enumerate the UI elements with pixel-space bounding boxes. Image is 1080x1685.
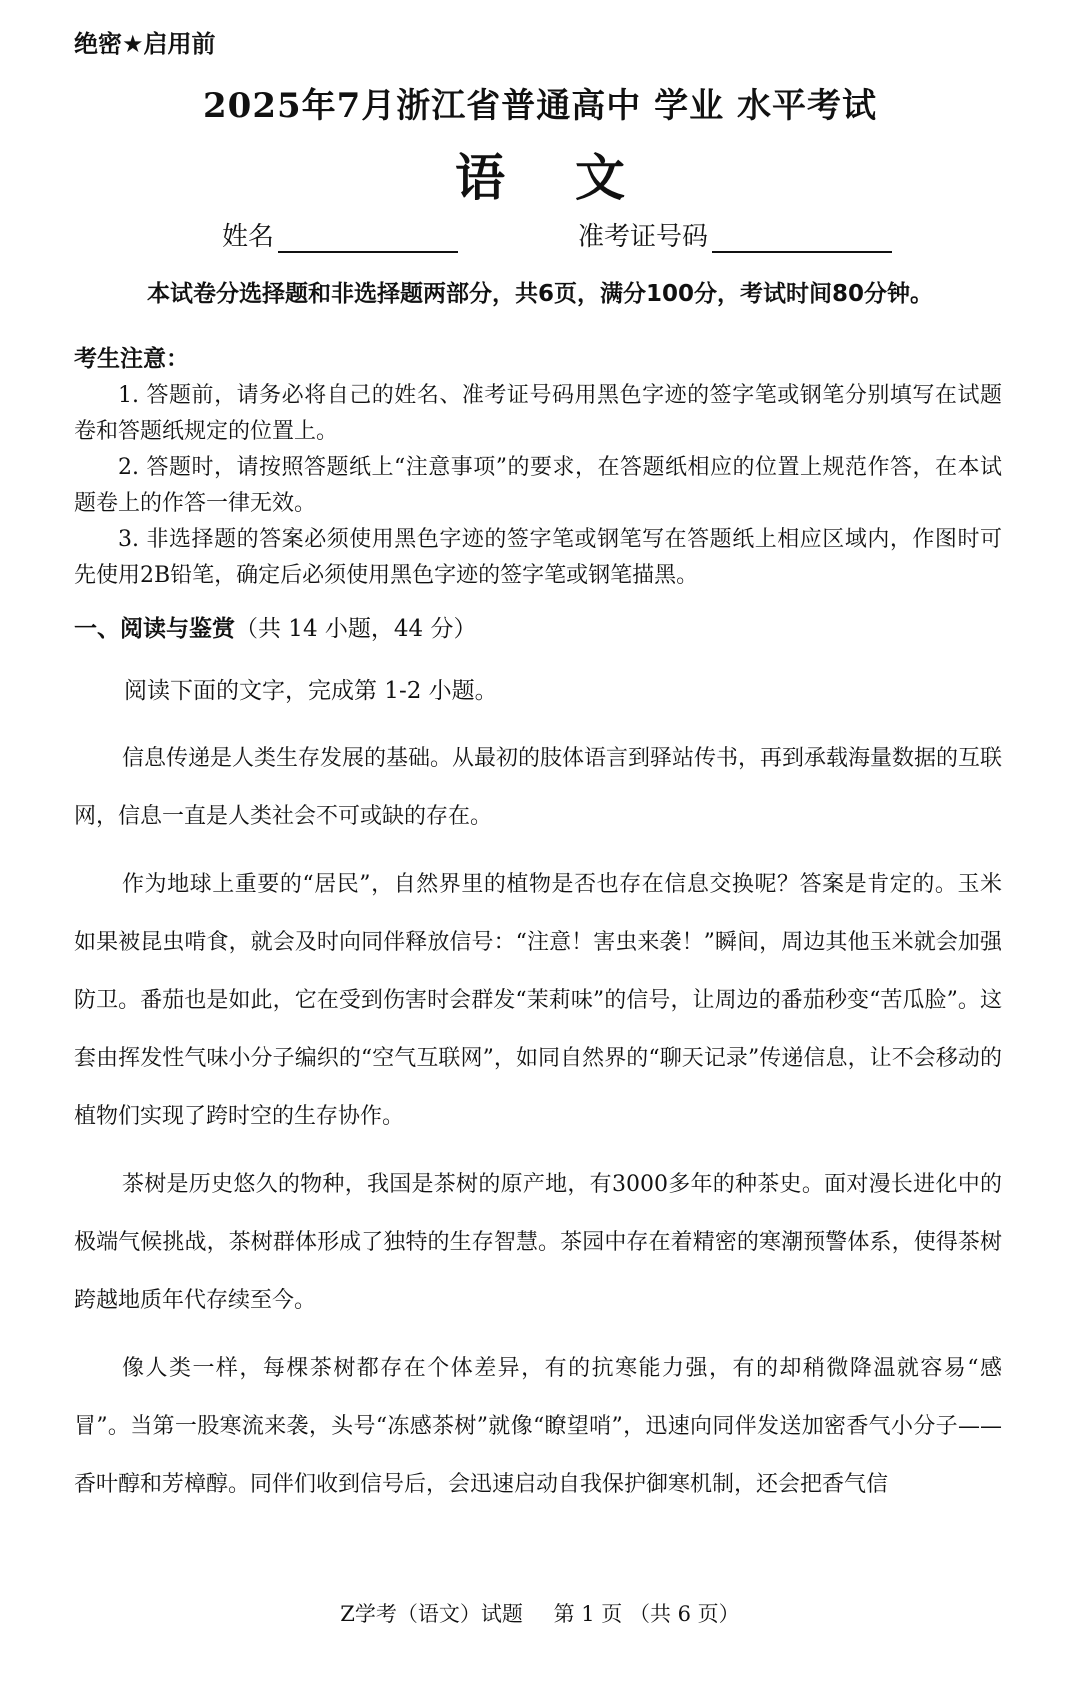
notice-item: 2. 答题时，请按照答题纸上“注意事项”的要求，在答题纸相应的位置上规范作答，在本试题卷上的作答一律无效。 bbox=[74, 455, 1002, 516]
section-heading bbox=[74, 610, 476, 643]
name-field bbox=[222, 216, 458, 253]
name-label: 姓名 bbox=[222, 222, 275, 252]
footer-exam-name: Z学考（语文）试题 bbox=[340, 1602, 523, 1626]
passage-paragraph: 作为地球上重要的“居民”，自然界里的植物是否也存在信息交换呢？答案是肯定的。玉米如果被昆虫啃食，就会及时向同伴释放信号：“注意！害虫来袭！”瞬间，周边其他玉米就会加强防卫。番茄也是如此，它在受到伤害时会群发“茉莉味”的信号，让周边的番茄秒变“苦瓜脸”。这套由挥发性气味小分子编织的“空气互联网”，如同自然界的“聊天记录”传递信息，让不会移动的植物们实现了跨时空的生存协作。 bbox=[74, 872, 1002, 1129]
section-heading-meta: （共 14 小题，44 分） bbox=[235, 616, 477, 642]
subject-title: 语文 bbox=[455, 148, 695, 207]
passage-paragraph: 信息传递是人类生存发展的基础。从最初的肢体语言到驿站传书，再到承载海量数据的互联网，信息一直是人类社会不可或缺的存在。 bbox=[74, 746, 1003, 829]
notice-title: 考生注意： bbox=[74, 346, 189, 372]
confidential-mark: 绝密★启用前 bbox=[74, 30, 216, 58]
admission-number-field bbox=[578, 216, 892, 253]
footer-page-info: 第 1 页 （共 6 页） bbox=[553, 1602, 740, 1626]
admission-number-label: 准考证号码 bbox=[578, 222, 709, 252]
name-blank bbox=[278, 225, 458, 253]
page-footer bbox=[0, 1598, 1080, 1628]
section-heading-label: 一、阅读与鉴赏 bbox=[74, 616, 235, 642]
exam-summary: 本试卷分选择题和非选择题两部分，共6页，满分100分，考试时间80分钟。 bbox=[146, 281, 934, 307]
exam-title: 2025年7月浙江省普通高中 学业 水平考试 bbox=[203, 86, 877, 126]
notice-item: 1. 答题前，请务必将自己的姓名、准考证号码用黑色字迹的签字笔或钢笔分别填写在试题卷和答题纸规定的位置上。 bbox=[74, 383, 1002, 444]
passage-paragraph: 像人类一样，每棵茶树都存在个体差异，有的抗寒能力强，有的却稍微降温就容易“感冒”。当第一股寒流来袭，头号“冻感茶树”就像“瞭望哨”，迅速向同伴发送加密香气小分子——香叶醇和芳樟醇。同伴们收到信号后，会迅速启动自我保护御寒机制，还会把香气信 bbox=[74, 1356, 1002, 1497]
notice-item: 3. 非选择题的答案必须使用黑色字迹的签字笔或钢笔写在答题纸上相应区域内，作图时可先使用2B铅笔，确定后必须使用黑色字迹的签字笔或钢笔描黑。 bbox=[74, 527, 1002, 588]
notice-list bbox=[74, 378, 1002, 594]
admission-number-blank bbox=[712, 225, 892, 253]
passage-paragraph: 茶树是历史悠久的物种，我国是茶树的原产地，有3000多年的种茶史。面对漫长进化中的极端气候挑战，茶树群体形成了独特的生存智慧。茶园中存在着精密的寒潮预警体系，使得茶树跨越地质年代存续至今。 bbox=[74, 1172, 1002, 1313]
reading-instruction: 阅读下面的文字，完成第 1-2 小题。 bbox=[124, 678, 498, 704]
reading-passage bbox=[74, 730, 1002, 1524]
